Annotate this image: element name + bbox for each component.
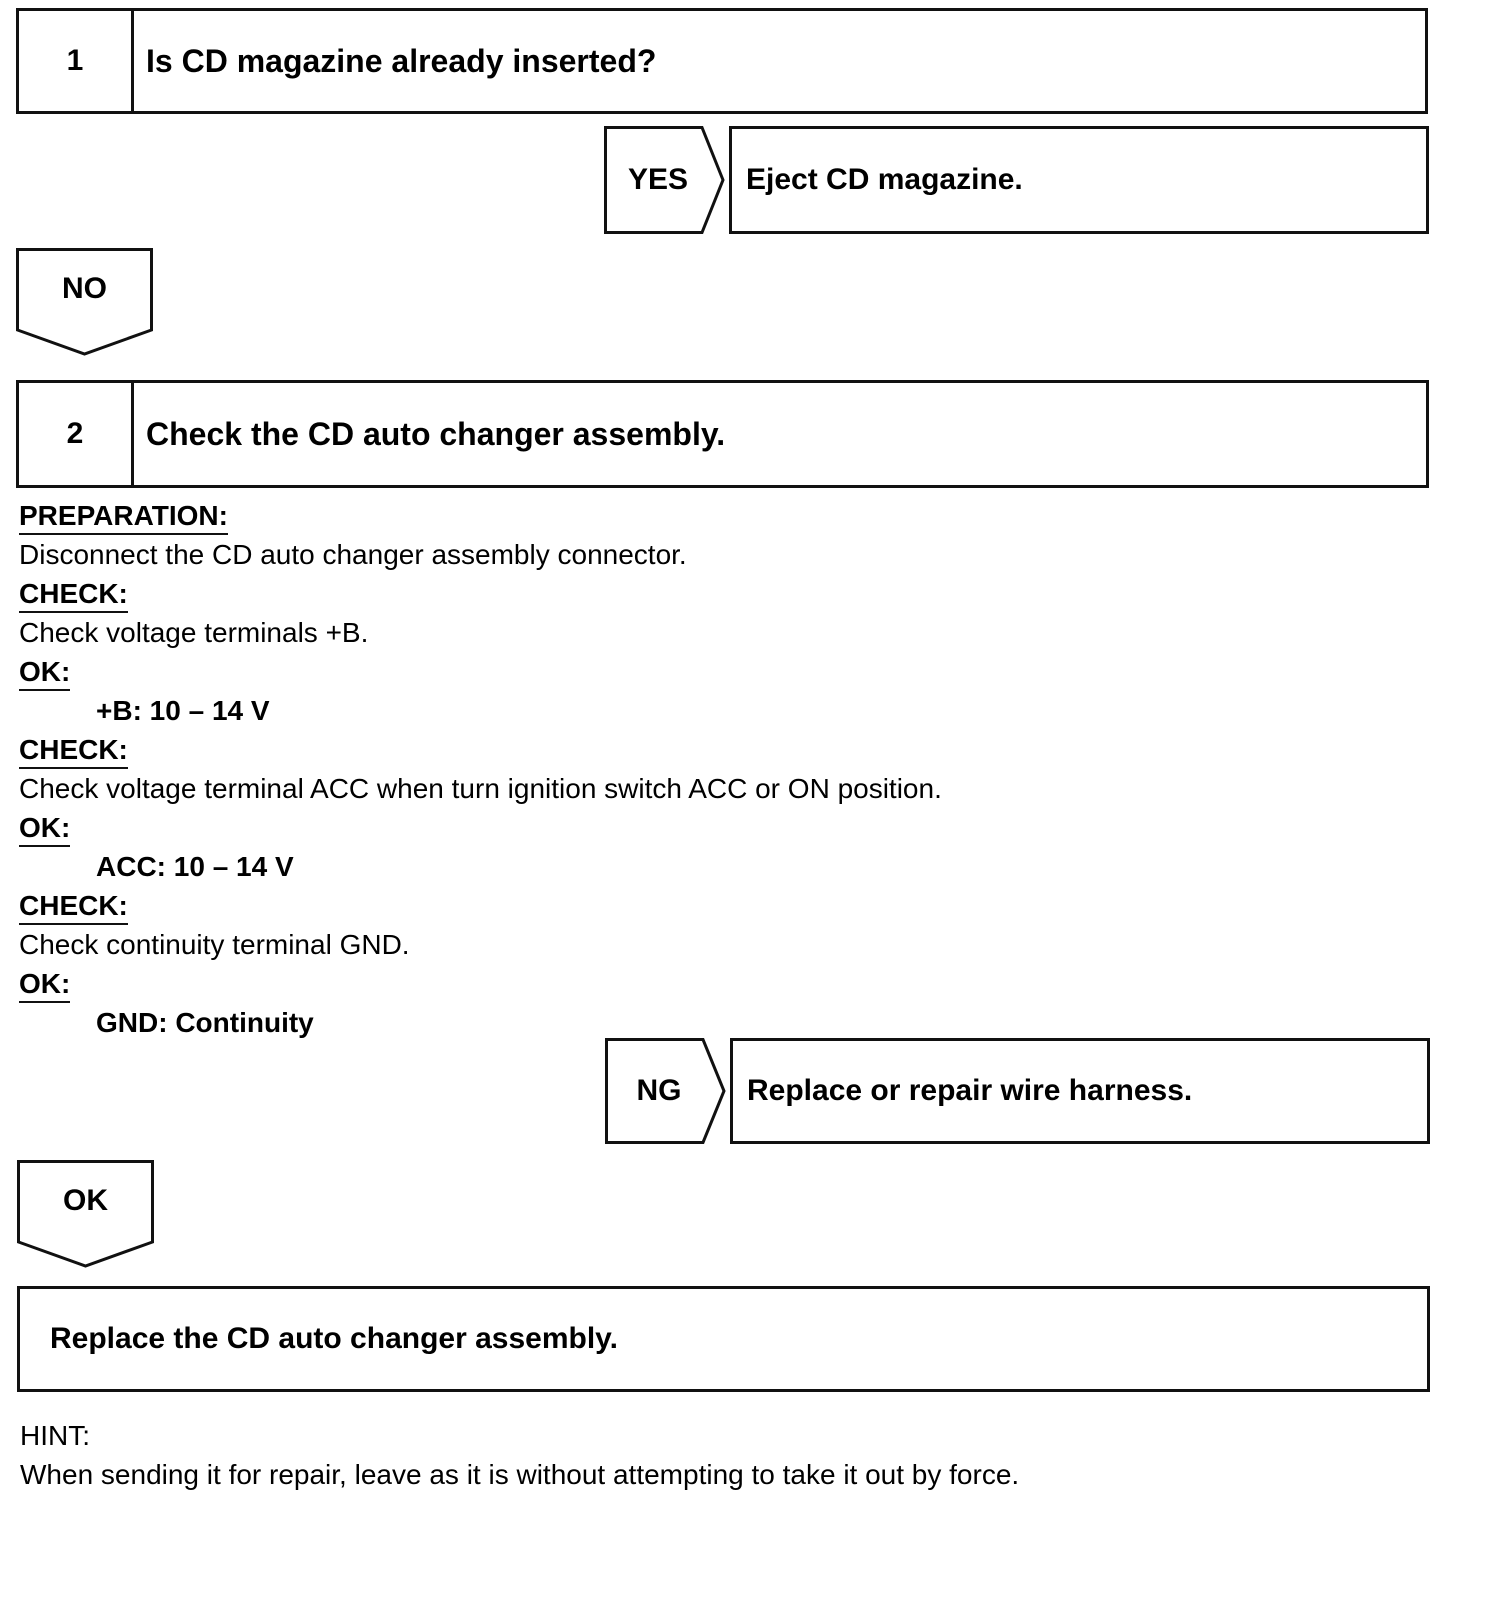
final-action-text: Replace the CD auto changer assembly.	[50, 1322, 618, 1355]
hint-label: HINT:	[20, 1420, 90, 1451]
yes-label: YES	[627, 163, 689, 196]
step-2-box	[16, 380, 1429, 488]
ok-1-value: +B: 10 – 14 V	[96, 695, 270, 726]
check-2-label: CHECK:	[19, 733, 128, 769]
hint-section	[20, 1416, 1440, 1494]
ok-1-label: OK:	[19, 655, 70, 691]
yes-tag	[604, 126, 726, 234]
check-2-text: Check voltage terminal ACC when turn ignition switch ACC or ON position.	[19, 773, 942, 804]
procedure-section	[19, 496, 1439, 1042]
final-action-box	[17, 1286, 1430, 1392]
check-3-label: CHECK:	[19, 889, 128, 925]
no-tag	[16, 248, 153, 356]
yes-action-text: Eject CD magazine.	[746, 163, 1023, 196]
ok-2-label: OK:	[19, 811, 70, 847]
no-label: NO	[62, 272, 107, 305]
check-3-text: Check continuity terminal GND.	[19, 929, 410, 960]
ng-tag	[605, 1038, 727, 1144]
preparation-label: PREPARATION:	[19, 499, 228, 535]
step-1-number: 1	[19, 11, 134, 111]
step-1-box	[16, 8, 1428, 114]
ok-3-label: OK:	[19, 967, 70, 1003]
ok-3-value: GND: Continuity	[96, 1007, 314, 1038]
hint-text: When sending it for repair, leave as it is without attempting to take it out by force.	[20, 1459, 1020, 1490]
ng-action-box	[730, 1038, 1430, 1144]
step-1-title: Is CD magazine already inserted?	[146, 42, 657, 79]
ok-label: OK	[63, 1184, 108, 1217]
check-1-text: Check voltage terminals +B.	[19, 617, 369, 648]
preparation-text: Disconnect the CD auto changer assembly connector.	[19, 539, 687, 570]
step-2-number: 2	[19, 383, 134, 485]
check-1-label: CHECK:	[19, 577, 128, 613]
yes-action-box	[729, 126, 1429, 234]
ok-tag	[17, 1160, 154, 1268]
ng-action-text: Replace or repair wire harness.	[747, 1074, 1193, 1107]
ng-label: NG	[636, 1074, 682, 1107]
ok-2-value: ACC: 10 – 14 V	[96, 851, 294, 882]
step-2-title: Check the CD auto changer assembly.	[146, 415, 726, 452]
